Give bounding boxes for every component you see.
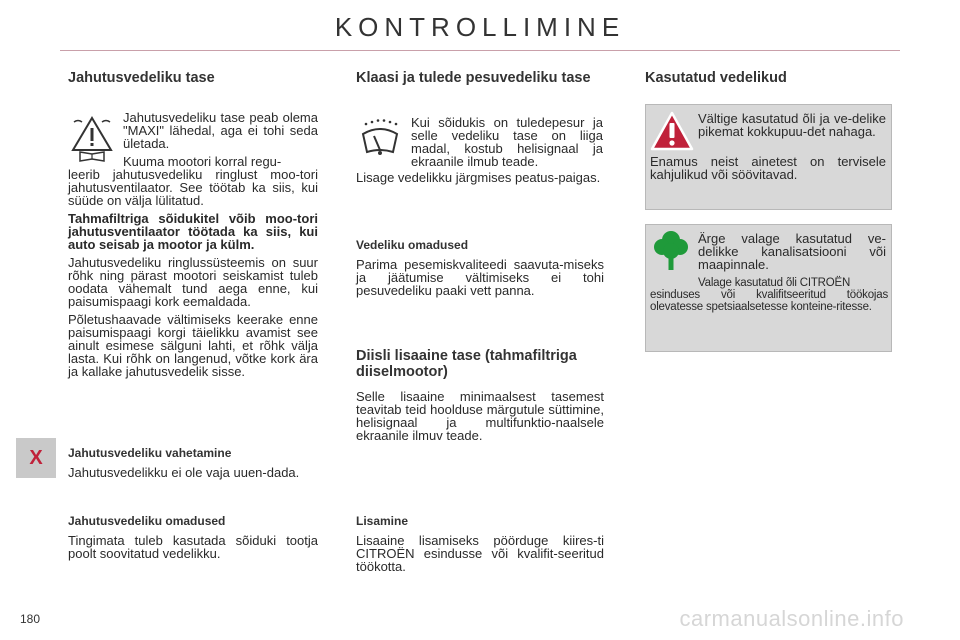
diesel-refill-heading: Lisamine [356,514,409,528]
coolant-change-text: Jahutusvedelikku ei ole vaja uuen-dada. [68,465,300,480]
coolant-pressure-text: Jahutusvedeliku ringlussüsteemis on suur rõhk ning pärast mootori seiskamist tuleb oodata vähemalt tund aega enne, kui paisumispaagi kork eemaldada. [68,255,318,309]
column-coolant [68,70,318,86]
chapter-tab: X [16,438,56,478]
coolant-intro [123,111,318,168]
environment-box-icon-text [698,232,886,289]
coolant-intro-p2-line1: Kuuma mootori korral regu- [123,154,282,169]
disposal-text-rest: esinduses või kvalifitseeritud töökojas olevatesse spetsiaalsetesse konteine-ritesse. [650,289,888,313]
disposal-text-line1: Valage kasutatud õli CITROËN [698,277,851,289]
diesel-refill-section [356,514,604,573]
page-number: 180 [20,612,41,626]
coolant-change-heading: Jahutusvedeliku vahetamine [68,446,232,460]
used-fluids-heading: Kasutatud vedelikud [645,70,787,86]
coolant-properties-text: Tingimata tuleb kasutada sõiduki tootja poolt soovitatud vedelikku. [68,533,318,561]
coolant-warning-book-icon [70,116,114,162]
washer-icon-text [411,116,603,168]
washer-properties-text: Parima pesemiskvaliteedi saavuta-miseks ja jäätumise vältimiseks ei tohi pesuvedeliku paaki vett panna. [356,257,604,298]
diesel-additive-heading: Diisli lisaaine tase (tahmafiltriga diiselmootor) [356,348,577,380]
red-exclamation-icon [650,111,694,151]
washer-properties-section [356,238,604,297]
diesel-additive-section [356,348,604,442]
page-title: KONTROLLIMINE [334,12,626,42]
diesel-refill-text: Lisaaine lisamiseks pöörduge kiires-ti CITROËN esindusse või kvalifit-seeritud töökotta. [356,533,604,574]
skin-contact-warning: Vältige kasutatud õli ja ve-delike pikemat kokkupuu-det nahaga. [698,111,886,139]
diesel-additive-text: Selle lisaaine minimaalsest tasemest teavitab teid hoolduse märgutule süttimine, helisignaal ja multifunktio-naalsele ekraanile ilmuv teade. [356,389,604,443]
coolant-intro-p1: Jahutusvedeliku tase peab olema "MAXI" lähedal, aga ei tohi seda ületada. [123,110,318,151]
environment-box-body [650,289,888,313]
coolant-intro-p2-rest: leerib jahutusvedeliku ringlust moo-tori jahutusventilaator. See töötab ka siis, kui süüde on välja lülitatud. [68,167,318,208]
washer-heading: Klaasi ja tulede pesuvedeliku tase [356,70,591,86]
coolant-burn-text: Põletushaavade vältimiseks keerake enne paisumispaagi korgi täielikku avamist see ainult esimese sälguni lahti, et rõhk välja lasta. Kui rõhk on langenud, võtke kork ära ja kallake jahutusvedelik sisse. [68,312,318,379]
warning-box-body [650,155,886,181]
coolant-body [68,168,318,378]
column-washer [356,70,604,86]
washer-properties-heading: Vedeliku omadused [356,238,469,252]
coolant-properties-heading: Jahutusvedeliku omadused [68,514,226,528]
coolant-dpf-warning: Tahmafiltriga sõidukitel võib moo-tori jahutusventilaator töötada ka siis, kui auto seisab ja mootor ja külm. [68,211,318,252]
warning-box-icon-text [698,112,886,138]
title-divider [60,50,900,51]
green-tree-icon [652,229,690,271]
washer-warning-text: Kui sõidukis on tuledepesur ja selle vedeliku tase on liiga madal, kostub helisignaal ja ekraanile ilmub teade. [411,115,603,169]
environment-box [645,224,892,352]
coolant-heading: Jahutusvedeliku tase [68,70,215,86]
watermark: carmanualsonline.info [679,606,904,631]
do-not-dump-text: Ärge valage kasutatud ve-delikke kanalisatsiooni või maapinnale. [698,231,886,272]
washer-add-text-block [356,171,604,184]
harmful-substances-text: Enamus neist ainetest on tervisele kahjulikud või söövitavad. [650,154,886,182]
washer-fluid-icon [358,118,402,158]
coolant-properties-section [68,514,318,560]
washer-add-text: Lisage vedelikku järgmises peatus-paigas. [356,170,601,185]
warning-box [645,104,892,210]
coolant-change-section [68,446,318,479]
column-used-fluids [645,70,890,86]
